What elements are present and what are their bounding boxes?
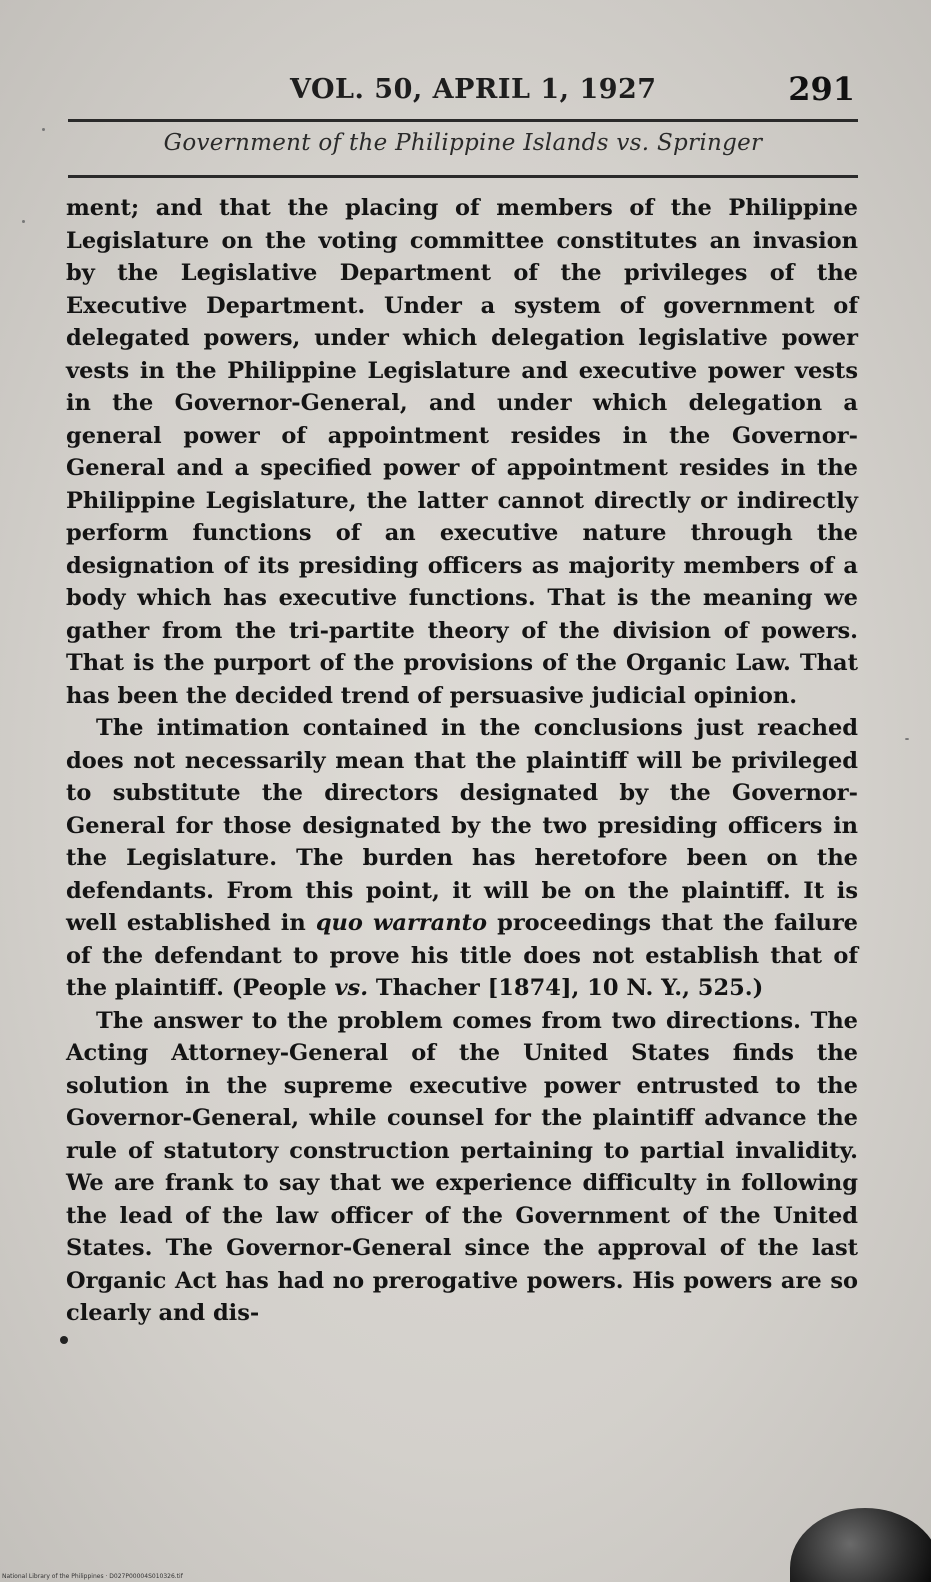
quo-warranto-italic: quo warranto [315, 910, 487, 936]
scan-speck [905, 738, 909, 740]
scanner-thumb-shadow [790, 1508, 931, 1582]
footer-credit: National Library of the Philippines · D027P00004S010326.tif [2, 1573, 183, 1580]
header-rule-top [68, 119, 858, 122]
vs-italic: vs. [334, 975, 369, 1001]
scan-speck [42, 128, 45, 131]
paragraph-2-part-a: The intimation contained in the conclusions just reached does not necessarily mean that the plaintiff will be privileged to substitute the directors designated by the Governor-General for those designated by the two presiding officers in the Legislature. The burden has heretofore been on the defendants. From this point, it will be on the plaintiff. It is well established in [66, 715, 858, 936]
volume-line: VOL. 50, APRIL 1, 1927 [290, 74, 657, 105]
running-head: Government of the Philippine Islands vs. Springer [163, 130, 763, 156]
page-header [80, 68, 855, 118]
paragraph-2 [66, 712, 858, 1005]
paragraph-2-part-b: proceedings that the failure of the defendant to prove his title does not establish that of the plaintiff. (People [66, 910, 858, 1001]
scan-speck [22, 220, 25, 223]
paragraph-2-part-c: Thacher [1874], 10 N. Y., 525.) [368, 975, 764, 1001]
paragraph-1: ment; and that the placing of members of the Philippine Legislature on the voting committee constitutes an invasion by the Legislative Department of the privileges of the Executive Department. Under a system of government of delegated powers, under which delegation legislative power vests in the Philippine Legislature and executive power vests in the Governor-General, and under which delegation a general power of appointment resides in the Governor-General and a specified power of appointment resides in the Philippine Legislature, the latter cannot directly or indirectly perform functions of an executive nature through the designation of its presiding officers as majority members of a body which has executive functions. That is the meaning we gather from the tri-partite theory of the division of powers. That is the purport of the provisions of the Organic Law. That has been the decided trend of persuasive judicial opinion. [66, 195, 858, 709]
body-text [66, 192, 858, 1330]
header-rule-bottom [68, 175, 858, 178]
margin-dot [60, 1336, 68, 1344]
page-number: 291 [788, 70, 855, 108]
paragraph-3: The answer to the problem comes from two directions. The Acting Attorney-General of the United States finds the solution in the supreme executive power entrusted to the Governor-General, while counsel for the plaintiff advance the rule of statutory construction pertaining to partial invalidity. We are frank to say that we experience difficulty in following the lead of the law officer of the Government of the United States. The Governor-General since the approval of the last Organic Act has had no prerogative powers. His powers are so clearly and dis- [66, 1007, 858, 1326]
